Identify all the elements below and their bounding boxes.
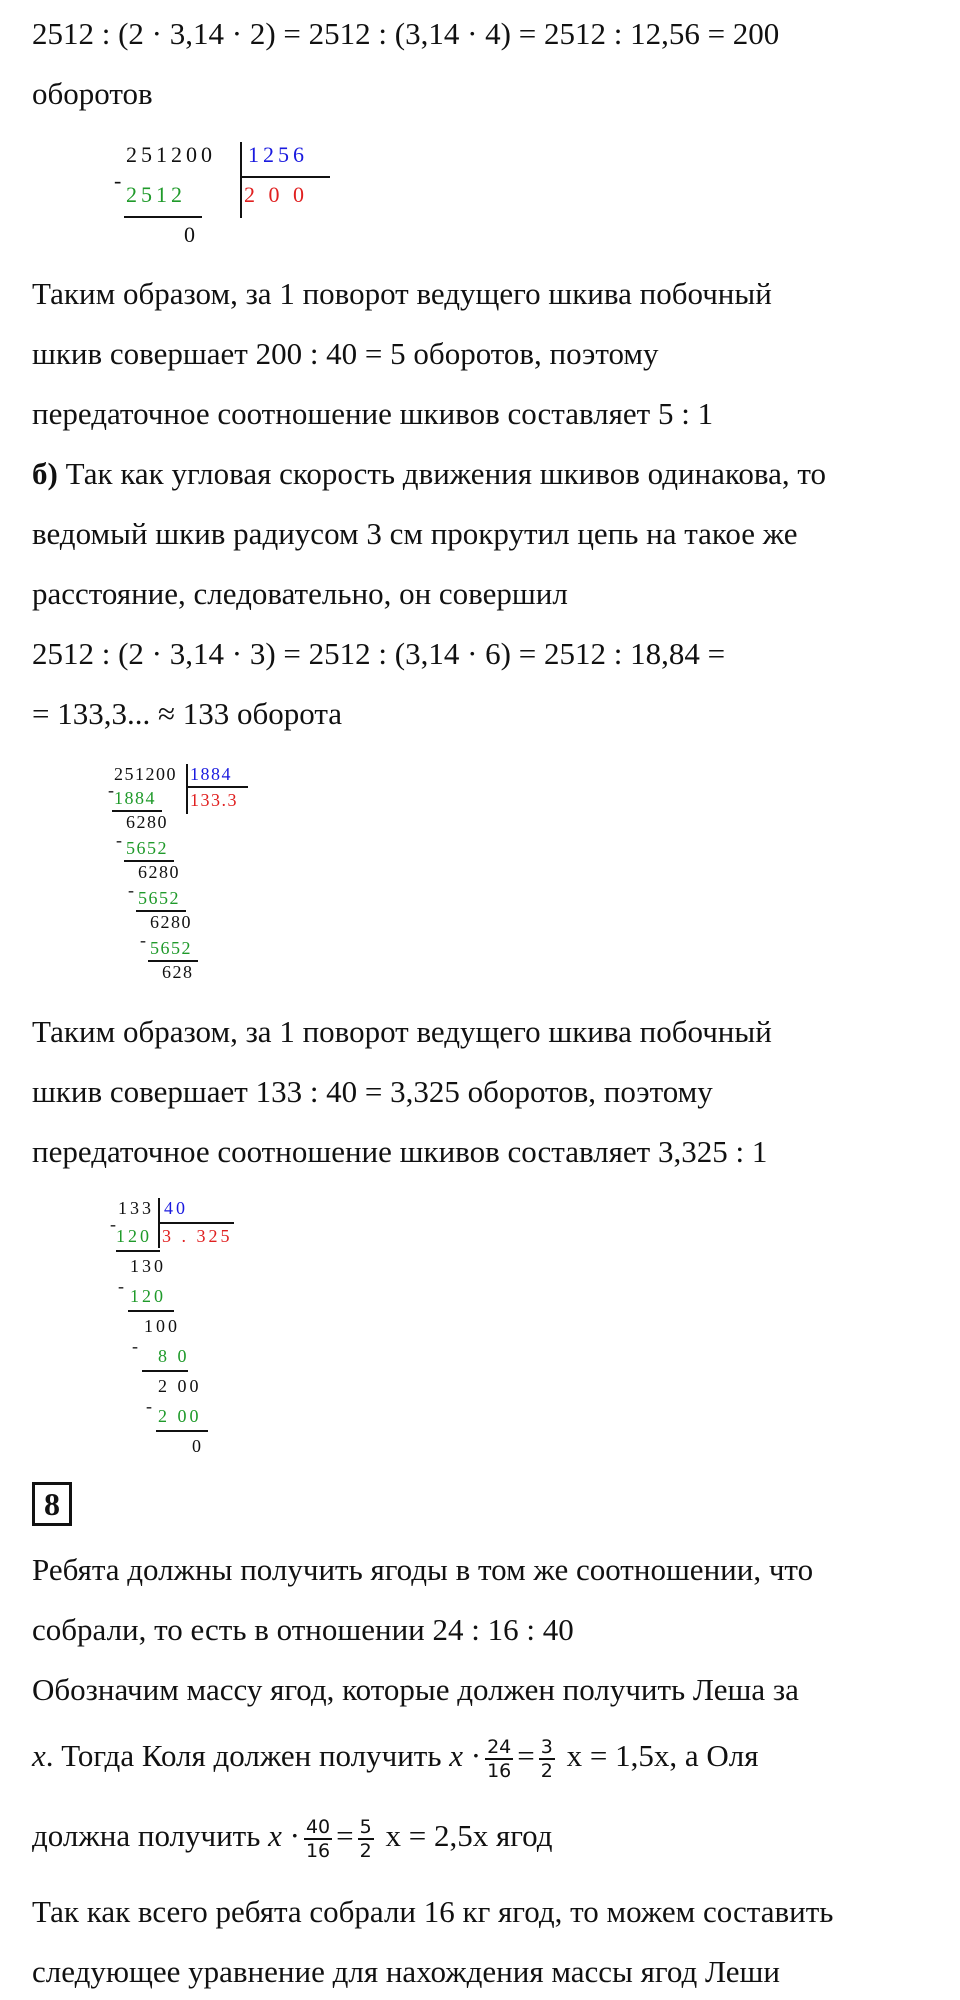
conclusion-a-1: Таким образом, за 1 поворот ведущего шкива побочный: [32, 276, 772, 311]
task8-text-3: Обозначим массу ягод, которые должен получить Леша за: [32, 1672, 799, 1707]
conclusion-a-2: шкив совершает 200 : 40 = 5 оборотов, поэтому: [32, 336, 659, 371]
task8-text-7: следующее уравнение для нахождения массы ягод Леши: [32, 1954, 780, 1989]
quotient: 2 0 0: [244, 182, 308, 207]
step: 5652: [126, 838, 168, 858]
task8-text-6: Так как всего ребята собрали 16 кг ягод, то можем составить: [32, 1894, 834, 1929]
section-b-label: б): [32, 456, 58, 491]
conclusion-b-2: шкив совершает 133 : 40 = 3,325 оборотов, поэтому: [32, 1074, 713, 1109]
step: 130: [130, 1256, 166, 1276]
step: 628: [162, 962, 194, 982]
step: 120: [116, 1226, 152, 1246]
task8-text-2: собрали, то есть в отношении 24 : 16 : 40: [32, 1612, 574, 1647]
section-b-text-3: расстояние, следовательно, он совершил: [32, 576, 568, 611]
conclusion-b-3: передаточное соотношение шкивов составляет 3,325 : 1: [32, 1134, 768, 1169]
step: 8 0: [158, 1346, 190, 1366]
divisor: 40: [164, 1198, 188, 1218]
step: 2 00: [158, 1376, 202, 1396]
dividend: 133: [118, 1198, 154, 1218]
formula-line-1: 2512 : (2 · 3,14 · 2) = 2512 : (3,14 · 4) = 2512 : 12,56 = 200: [32, 16, 780, 51]
dividend: 251200: [126, 142, 216, 167]
step: 6280: [150, 912, 192, 932]
task8-text-1: Ребята должны получить ягоды в том же соотношении, что: [32, 1552, 814, 1587]
step: 0: [192, 1436, 203, 1456]
section-b-text-1: б) Так как угловая скорость движения шкивов одинакова, то: [32, 456, 827, 491]
step: 5652: [138, 888, 180, 908]
remainder: 0: [184, 222, 199, 247]
formula-line-2: оборотов: [32, 76, 153, 111]
dividend: 251200: [114, 764, 177, 784]
step: 100: [144, 1316, 180, 1336]
step: 1884: [114, 788, 156, 808]
step: 6280: [138, 862, 180, 882]
quotient: 133.3: [190, 790, 238, 810]
divisor: 1884: [190, 764, 232, 784]
formula-b-1: 2512 : (2 · 3,14 · 3) = 2512 : (3,14 · 6) = 2512 : 18,84 =: [32, 636, 726, 671]
conclusion-a-3: передаточное соотношение шкивов составляет 5 : 1: [32, 396, 714, 431]
task8-text-5: должна получить x · $\frac{40}{16}$ = $\frac{5}{2}$ x = 2,5x ягод: [32, 1816, 553, 1862]
conclusion-b-1: Таким образом, за 1 поворот ведущего шкива побочный: [32, 1014, 772, 1049]
divisor: 1256: [248, 142, 308, 167]
step: 6280: [126, 812, 168, 832]
step: 5652: [150, 938, 192, 958]
task-number-badge: 8: [32, 1482, 72, 1526]
task8-text-4: x. Тогда Коля должен получить x · $\frac{24}{16}$ = $\frac{3}{2}$ x = 1,5x, а Оля: [32, 1736, 759, 1782]
subtrahend: 2512: [126, 182, 186, 207]
step: 120: [130, 1286, 166, 1306]
quotient: 3 . 325: [162, 1226, 233, 1246]
section-b-text-2: ведомый шкив радиусом 3 см прокрутил цепь на такое же: [32, 516, 798, 551]
formula-b-2: = 133,3... ≈ 133 оборота: [32, 696, 343, 731]
step: 2 00: [158, 1406, 202, 1426]
